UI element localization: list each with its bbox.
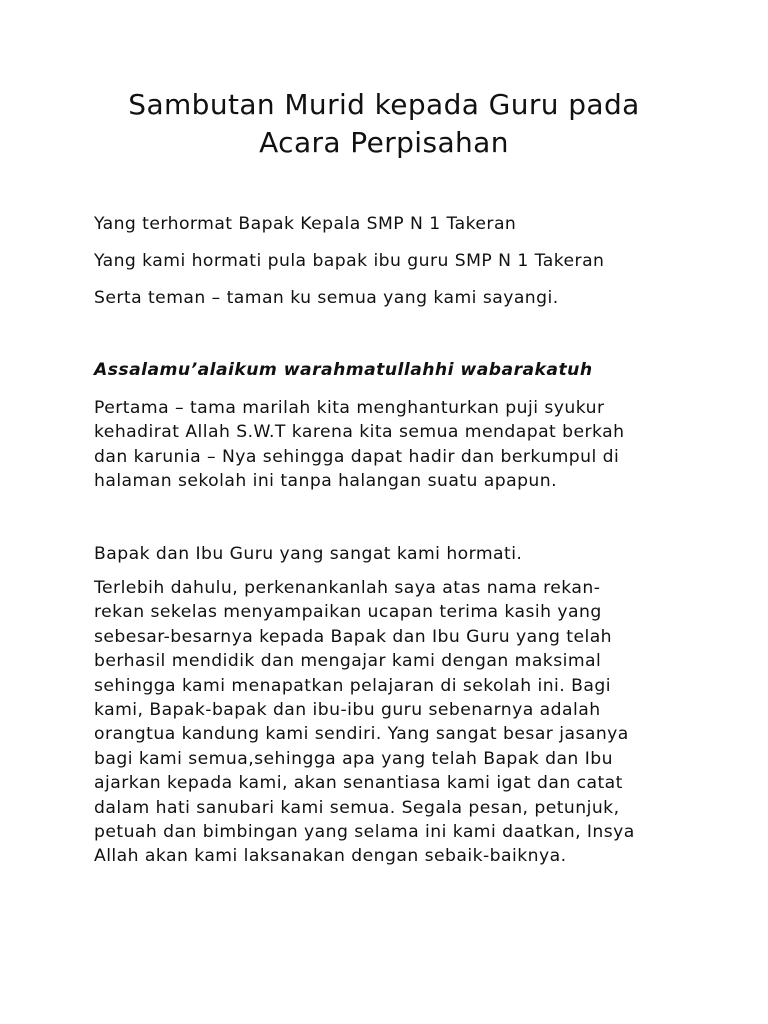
paragraph-line: ajarkan kepada kami, akan senantiasa kami igat dan catat	[94, 773, 623, 794]
paragraph-line: kami, Bapak-bapak dan ibu-ibu guru sebenarnya adalah	[94, 700, 601, 721]
paragraph-line: kehadirat Allah S.W.T karena kita semua mendapat berkah	[94, 422, 625, 443]
paragraph-line: orangtua kandung kami sendiri. Yang sangat besar jasanya	[94, 724, 629, 745]
paragraph-thanks	[94, 576, 694, 869]
document-title	[60, 86, 708, 162]
paragraph-line: dalam hati sanubari kami semua. Segala pesan, petunjuk,	[94, 797, 620, 818]
paragraph-line: Terlebih dahulu, perkenankanlah saya atas nama rekan-	[94, 578, 601, 598]
paragraph-opening	[94, 396, 694, 494]
address-line: Serta teman – taman ku semua yang kami sayangi.	[94, 288, 559, 308]
paragraph-line: halaman sekolah ini tanpa halangan suatu apapun.	[94, 471, 558, 492]
paragraph-line: Allah akan kami laksanakan dengan sebaik-baiknya.	[94, 846, 567, 867]
paragraph-line: berhasil mendidik dan mengajar kami dengan maksimal	[94, 651, 602, 672]
address-line: Yang kami hormati pula bapak ibu guru SMP N 1 Takeran	[94, 251, 605, 271]
paragraph-line: petuah dan bimbingan yang selama ini kami daatkan, Insya	[94, 822, 635, 843]
paragraph-line: Pertama – tama marilah kita menghanturkan puji syukur	[94, 398, 605, 418]
paragraph-line: rekan sekelas menyampaikan ucapan terima kasih yang	[94, 602, 602, 623]
greeting: Assalamu’alaikum warahmatullahhi wabarakatuh	[94, 360, 593, 380]
title-line: Acara Perpisahan	[259, 126, 509, 159]
paragraph-line: sebesar-besarnya kepada Bapak dan Ibu Guru yang telah	[94, 626, 613, 647]
address-line: Yang terhormat Bapak Kepala SMP N 1 Takeran	[94, 214, 517, 234]
salutation: Bapak dan Ibu Guru yang sangat kami hormati.	[94, 544, 523, 564]
title-line: Sambutan Murid kepada Guru pada	[128, 88, 640, 121]
paragraph-line: dan karunia – Nya sehingga dapat hadir dan berkumpul di	[94, 446, 620, 467]
paragraph-line: bagi kami semua,sehingga apa yang telah Bapak dan Ibu	[94, 748, 613, 769]
paragraph-line: sehingga kami menapatkan pelajaran di sekolah ini. Bagi	[94, 675, 611, 696]
